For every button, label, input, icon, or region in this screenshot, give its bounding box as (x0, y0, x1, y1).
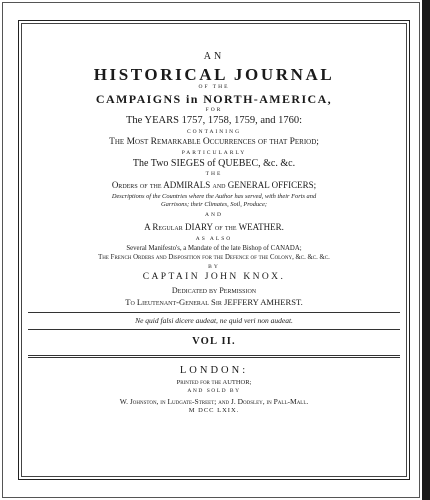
containing-connector: CONTAINING (186, 128, 242, 135)
descriptions-line-1: Descriptions of the Countries where the Author has served, with their Forts and (111, 192, 317, 200)
rule-above-imprint-thin (28, 357, 400, 358)
volume-number: VOL II. (192, 336, 236, 347)
dedicatee-line: To Lieutenant-General Sir JEFFERY AMHERST. (125, 296, 303, 307)
printed-for-line: Printed for the AUTHOR; (176, 378, 252, 386)
orders-line: Orders of the ADMIRALS and GENERAL OFFICERS; (111, 179, 317, 190)
dedication-line: Dedicated by Permission (171, 285, 257, 295)
french-orders-line: The French Orders and Disposition for the Defence of the Colony, &c. &c. &c. (98, 254, 330, 262)
campaigns-title: CAMPAIGNS in NORTH-AMERICA, (95, 91, 333, 106)
title-page-content (26, 52, 402, 415)
rule-above-motto (28, 312, 400, 313)
descriptions-line-2: Garrisons; their Climates, Soil, Produce; (161, 200, 267, 208)
particularly-connector: PARTICULARLY (181, 149, 247, 156)
main-title: HISTORICAL JOURNAL (93, 65, 335, 84)
and-connector: AND (205, 212, 223, 219)
rule-above-imprint (28, 355, 400, 356)
most-remarkable-line: The Most Remarkable Occurrences of that Period; (109, 137, 319, 147)
imprint-city: LONDON: (179, 365, 249, 376)
sold-by-connector: AND SOLD BY (187, 388, 241, 394)
for-connector: FOR (205, 106, 223, 113)
by-connector: BY (208, 263, 220, 270)
motto: Ne quid falsi dicere audeat, ne quid veri non audeat. (135, 315, 293, 325)
diary-line: A Regular DIARY of the WEATHER. (144, 221, 284, 232)
scan-edge (422, 0, 430, 500)
rule-below-motto (28, 329, 400, 330)
article-an: AN (203, 51, 225, 62)
years-line: The YEARS 1757, 1758, 1759, and 1760: (125, 115, 303, 126)
imprint-date: M DCC LXIX. (188, 407, 240, 414)
sieges-line: The Two SIEGES of QUEBEC, &c. &c. (132, 158, 296, 169)
the-connector: THE (205, 171, 223, 177)
author-line: CAPTAIN JOHN KNOX. (142, 272, 286, 283)
of-the-connector: OF THE (198, 84, 230, 90)
as-also-connector: AS ALSO (195, 235, 233, 242)
manifestos-line: Several Manifesto's, a Mandate of the late Bishop of CANADA; (126, 245, 302, 253)
booksellers-line: W. Johnston, in Ludgate-Street; and J. Dodsley, in Pall-Mall. (119, 396, 309, 406)
